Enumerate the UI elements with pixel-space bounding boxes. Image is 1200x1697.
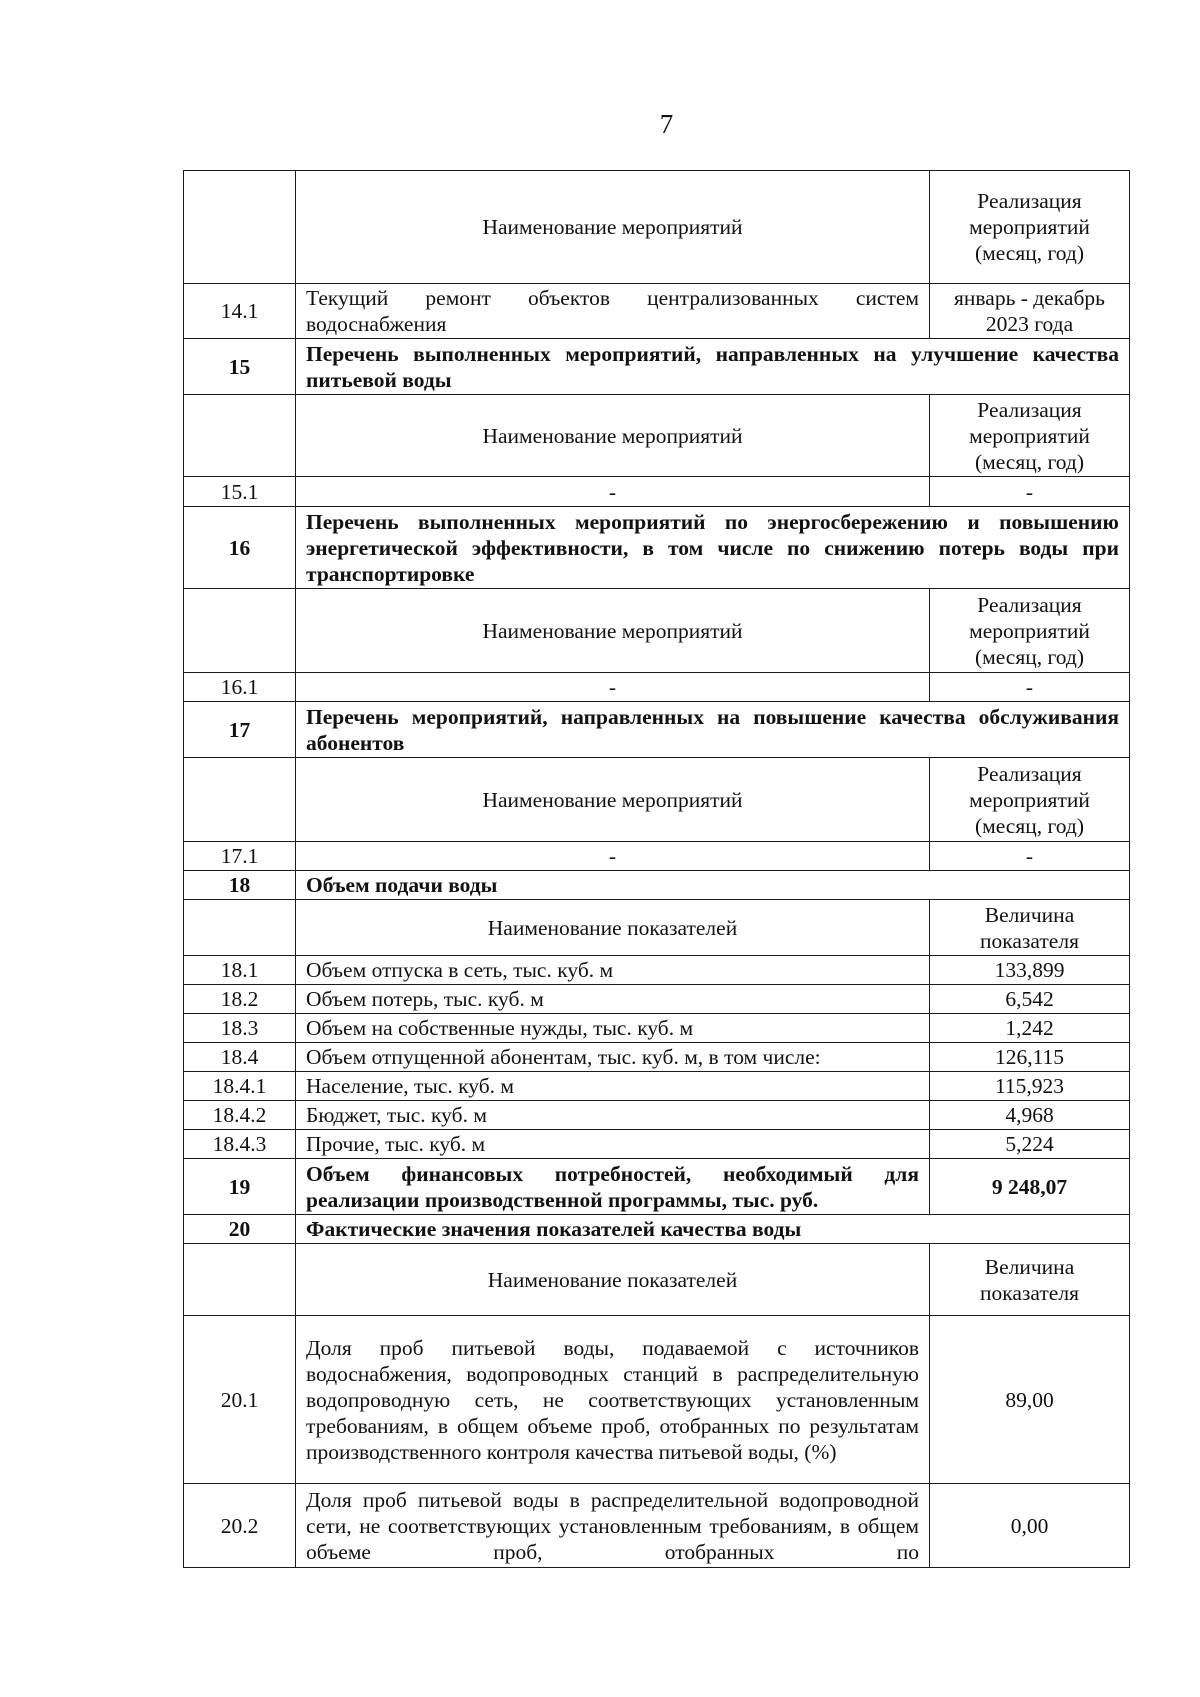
program-table [183, 170, 1130, 1568]
row-text: Доля проб питьевой воды, подаваемой с источников водоснабжения, водопроводных станций в распределительную водопроводную сеть, не соответствующих установленным требованиям, в общем объеме проб, отобранных по результатам производственного контроля качества питьевой воды, (%) [296, 1316, 930, 1484]
table-row [184, 1043, 1130, 1072]
row-number: 14.1 [184, 284, 296, 339]
table-row [184, 1014, 1130, 1043]
table-header-row [184, 758, 1130, 842]
section-row [184, 702, 1130, 758]
row-text: Текущий ремонт объектов централизованных систем водоснабжения [296, 284, 930, 339]
empty-num-cell [184, 171, 296, 284]
section-title: Перечень выполненных мероприятий по энергосбережению и повышению энергетической эффективности, в том числе по снижению потерь воды при транспортировке [296, 507, 1130, 589]
page-number: 7 [659, 109, 674, 139]
section-title: Перечень мероприятий, направленных на повышение качества обслуживания абонентов [296, 702, 1130, 758]
row-dash: - [296, 477, 930, 507]
row-number: 17.1 [184, 842, 296, 871]
section-row [184, 339, 1130, 395]
section-number: 17 [184, 702, 296, 758]
table-row [184, 1130, 1130, 1159]
section-title: Объем финансовых потребностей, необходимый для реализации производственной программы, тыс. руб. [296, 1159, 930, 1215]
indicator-name: Объем на собственные нужды, тыс. куб. м [296, 1014, 930, 1043]
row-dash: - [930, 477, 1130, 507]
section-number: 18 [184, 871, 296, 900]
table-header-row [184, 1244, 1130, 1316]
indicator-name: Объем потерь, тыс. куб. м [296, 985, 930, 1014]
empty-num-cell [184, 589, 296, 673]
header-realization-cell: Реализация мероприятий (месяц, год) [930, 171, 1130, 284]
empty-num-cell [184, 758, 296, 842]
header-name-cell: Наименование мероприятий [296, 758, 930, 842]
section-row [184, 1215, 1130, 1244]
header-indicator-name-cell: Наименование показателей [296, 1244, 930, 1316]
header-realization-cell: Реализация мероприятий (месяц, год) [930, 758, 1130, 842]
header-indicator-value-cell: Величина показателя [930, 900, 1130, 956]
section-title: Фактические значения показателей качества воды [296, 1215, 1130, 1244]
row-number: 16.1 [184, 673, 296, 702]
table-row [184, 477, 1130, 507]
indicator-value: 5,224 [930, 1130, 1130, 1159]
section-number: 15 [184, 339, 296, 395]
row-number: 18.3 [184, 1014, 296, 1043]
indicator-value: 1,242 [930, 1014, 1130, 1043]
indicator-name: Объем отпуска в сеть, тыс. куб. м [296, 956, 930, 985]
header-realization-cell: Реализация мероприятий (месяц, год) [930, 395, 1130, 477]
table-row [184, 673, 1130, 702]
row-number: 15.1 [184, 477, 296, 507]
table-header-row [184, 900, 1130, 956]
row-dash: - [296, 842, 930, 871]
table-row [184, 842, 1130, 871]
section-title: Перечень выполненных мероприятий, направленных на улучшение качества питьевой воды [296, 339, 1130, 395]
table-row [184, 985, 1130, 1014]
section-number: 16 [184, 507, 296, 589]
header-indicator-name-cell: Наименование показателей [296, 900, 930, 956]
section-row [184, 507, 1130, 589]
header-name-cell: Наименование мероприятий [296, 395, 930, 477]
row-number: 20.1 [184, 1316, 296, 1484]
row-dash: - [930, 842, 1130, 871]
row-number: 18.4.2 [184, 1101, 296, 1130]
indicator-value: 126,115 [930, 1043, 1130, 1072]
row-number: 18.4 [184, 1043, 296, 1072]
section-row [184, 871, 1130, 900]
table-header-row [184, 171, 1130, 284]
indicator-value: 89,00 [930, 1316, 1130, 1484]
row-dash: - [930, 673, 1130, 702]
row-number: 18.4.3 [184, 1130, 296, 1159]
empty-num-cell [184, 395, 296, 477]
section-number: 20 [184, 1215, 296, 1244]
header-indicator-value-cell: Величина показателя [930, 1244, 1130, 1316]
table-row [184, 1316, 1130, 1484]
row-dash: - [296, 673, 930, 702]
header-name-cell: Наименование мероприятий [296, 589, 930, 673]
table-header-row [184, 395, 1130, 477]
row-number: 18.4.1 [184, 1072, 296, 1101]
row-period: январь - декабрь 2023 года [930, 284, 1130, 339]
header-name-cell: Наименование мероприятий [296, 171, 930, 284]
empty-num-cell [184, 1244, 296, 1316]
row-text: Доля проб питьевой воды в распределительной водопроводной сети, не соответствующих установленным требованиям, в общем объеме проб, отобранных по [296, 1484, 930, 1568]
header-realization-cell: Реализация мероприятий (месяц, год) [930, 589, 1130, 673]
table-row [184, 956, 1130, 985]
table-header-row [184, 589, 1130, 673]
row-number: 20.2 [184, 1484, 296, 1568]
table-row [184, 284, 1130, 339]
section-value: 9 248,07 [930, 1159, 1130, 1215]
indicator-name: Объем отпущенной абонентам, тыс. куб. м, в том числе: [296, 1043, 930, 1072]
indicator-value: 133,899 [930, 956, 1130, 985]
table-row [184, 1484, 1130, 1568]
indicator-value: 6,542 [930, 985, 1130, 1014]
row-number: 18.2 [184, 985, 296, 1014]
indicator-name: Прочие, тыс. куб. м [296, 1130, 930, 1159]
row-number: 18.1 [184, 956, 296, 985]
section-title: Объем подачи воды [296, 871, 1130, 900]
indicator-value: 4,968 [930, 1101, 1130, 1130]
empty-num-cell [184, 900, 296, 956]
section-row [184, 1159, 1130, 1215]
indicator-value: 0,00 [930, 1484, 1130, 1568]
indicator-name: Население, тыс. куб. м [296, 1072, 930, 1101]
indicator-name: Бюджет, тыс. куб. м [296, 1101, 930, 1130]
table-row [184, 1072, 1130, 1101]
indicator-value: 115,923 [930, 1072, 1130, 1101]
section-number: 19 [184, 1159, 296, 1215]
table-row [184, 1101, 1130, 1130]
